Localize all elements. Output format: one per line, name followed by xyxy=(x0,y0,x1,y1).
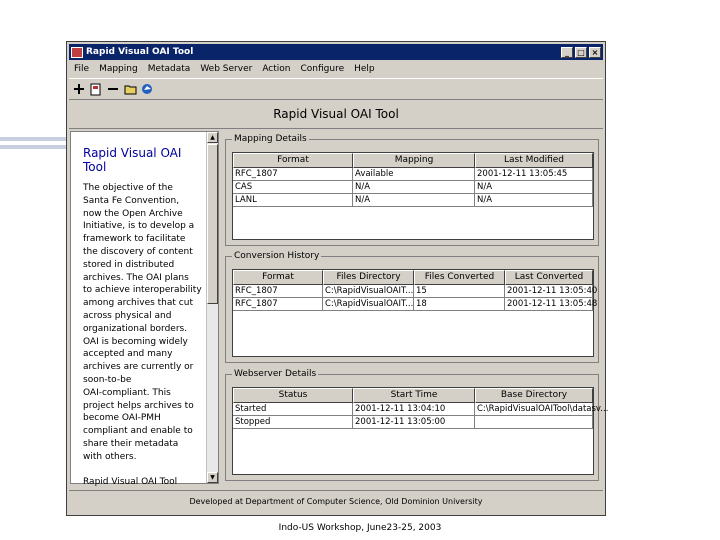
description-line: project helps archives to xyxy=(83,400,194,411)
mapping-cell: 2001-12-11 13:05:45 xyxy=(475,168,593,181)
plus-icon xyxy=(73,83,85,95)
mapping-table xyxy=(232,152,594,240)
scroll-up-button[interactable]: ▲ xyxy=(207,132,218,143)
conversion-header-last-converted[interactable]: Last Converted xyxy=(505,270,593,285)
description-panel xyxy=(70,131,219,488)
conversion-header-row xyxy=(233,270,593,285)
description-line: to achieve interoperability xyxy=(83,285,202,296)
webserver-header-status[interactable]: Status xyxy=(233,388,353,403)
webserver-details-group xyxy=(225,369,609,481)
menu-bar xyxy=(69,61,603,76)
conversion-table xyxy=(232,269,598,357)
conversion-history-label: Conversion History xyxy=(234,251,320,261)
conversion-cell: 15 xyxy=(414,285,505,298)
description-line: framework to facilitate xyxy=(83,234,186,245)
description-line: compliant and enable to xyxy=(83,426,193,437)
description-line: Santa Fe Convention, xyxy=(83,195,180,206)
conversion-cell: C:\RapidVisualOAIT... xyxy=(325,286,414,296)
description-heading: Rapid Visual OAI Tool xyxy=(83,146,182,174)
window-title: Rapid Visual OAI Tool xyxy=(86,47,194,57)
conversion-cell: 2001-12-11 13:05:40 xyxy=(507,286,598,296)
webserver-table xyxy=(232,387,609,475)
description-line: soon-to-be xyxy=(83,374,132,385)
title-bar xyxy=(69,44,603,60)
mapping-header-mapping[interactable]: Mapping xyxy=(353,153,475,168)
menu-file[interactable]: File xyxy=(74,63,90,74)
mapping-header-format[interactable]: Format xyxy=(233,153,353,168)
mapping-header-row xyxy=(233,153,593,168)
add-button[interactable] xyxy=(72,82,86,96)
scroll-down-button[interactable]: ▼ xyxy=(207,472,218,483)
conversion-header-files-directory[interactable]: Files Directory xyxy=(323,270,414,285)
slide-decoration-bar-top xyxy=(0,137,66,141)
description-line xyxy=(83,464,205,477)
toolbar xyxy=(69,78,603,100)
folder-icon xyxy=(124,83,137,95)
webserver-details-label: Webserver Details xyxy=(234,369,317,379)
bird-icon xyxy=(141,83,154,96)
minimize-button[interactable]: _ xyxy=(561,47,573,58)
table-row[interactable] xyxy=(233,403,609,416)
description-line: share their metadata xyxy=(83,438,179,449)
conversion-cell: RFC_1807 xyxy=(233,285,323,298)
conversion-cell: 18 xyxy=(414,298,505,311)
menu-configure[interactable]: Configure xyxy=(300,63,345,74)
table-row[interactable] xyxy=(233,298,598,311)
description-line: The objective of the xyxy=(83,183,173,193)
description-line: across physical and xyxy=(83,310,172,321)
conversion-header-files-converted[interactable]: Files Converted xyxy=(414,270,505,285)
description-line: organizational borders. xyxy=(83,323,188,334)
table-row[interactable] xyxy=(233,285,598,298)
description-content xyxy=(83,146,205,489)
banner-title: Rapid Visual OAI Tool xyxy=(273,107,399,121)
maximize-button[interactable]: □ xyxy=(575,47,587,58)
mapping-cell: CAS xyxy=(233,181,353,194)
tool-button[interactable] xyxy=(140,82,154,96)
description-line: Initiative, is to develop a xyxy=(83,221,195,232)
description-line: now the Open Archive xyxy=(83,208,183,219)
menu-web-server[interactable]: Web Server xyxy=(200,63,253,74)
app-icon xyxy=(71,47,83,58)
menu-mapping[interactable]: Mapping xyxy=(99,63,138,74)
table-row[interactable] xyxy=(233,416,593,429)
description-line: archives. The OAI plans xyxy=(83,272,189,283)
mapping-cell: RFC_1807 xyxy=(233,168,353,181)
mapping-cell: N/A xyxy=(475,181,593,194)
description-line: accepted and many xyxy=(83,349,173,360)
conversion-header-format[interactable]: Format xyxy=(233,270,323,285)
conversion-cell: C:\RapidVisualOAIT... xyxy=(325,299,414,309)
description-line: stored in distributed xyxy=(83,259,175,270)
mapping-cell: N/A xyxy=(475,194,593,207)
description-text xyxy=(83,182,205,489)
status-bar xyxy=(69,490,603,511)
slide-decoration-bar-bottom xyxy=(0,145,66,149)
menu-help[interactable]: Help xyxy=(354,63,375,74)
mapping-details-group xyxy=(225,134,599,246)
mapping-cell: LANL xyxy=(233,194,353,207)
menu-metadata[interactable]: Metadata xyxy=(147,63,191,74)
description-line: OAI-compliant. This xyxy=(83,387,171,398)
open-button[interactable] xyxy=(123,82,137,96)
mapping-cell: Available xyxy=(353,168,475,181)
webserver-header-start-time[interactable]: Start Time xyxy=(353,388,475,403)
slide-footer: Indo-US Workshop, June23-25, 2003 xyxy=(278,523,442,533)
description-line: OAI is becoming widely xyxy=(83,336,188,347)
close-button[interactable]: × xyxy=(589,47,601,58)
webserver-header-row xyxy=(233,388,593,403)
webserver-cell xyxy=(475,416,593,429)
scroll-thumb[interactable] xyxy=(207,144,218,304)
conversion-cell: RFC_1807 xyxy=(233,298,323,311)
table-row[interactable] xyxy=(233,168,593,181)
webserver-cell: 2001-12-11 13:04:10 xyxy=(353,403,475,416)
webserver-cell: 2001-12-11 13:05:00 xyxy=(353,416,475,429)
conversion-cell: 2001-12-11 13:05:48 xyxy=(507,299,598,309)
mapping-header-last-modified[interactable]: Last Modified xyxy=(475,153,593,168)
description-line: archives are currently or xyxy=(83,362,194,373)
banner xyxy=(69,100,603,129)
mapping-cell: N/A xyxy=(353,181,475,194)
description-line: the discovery of content xyxy=(83,246,193,257)
mapping-cell: N/A xyxy=(353,194,475,207)
remove-button[interactable] xyxy=(106,82,120,96)
document-icon xyxy=(90,83,102,96)
webserver-cell: Stopped xyxy=(233,416,353,429)
table-row[interactable] xyxy=(233,194,593,207)
webserver-cell: C:\RapidVisualOAITool\datasv... xyxy=(477,404,609,414)
status-text: Developed at Department of Computer Science, Old Dominion University xyxy=(189,496,483,506)
vertical-scrollbar[interactable] xyxy=(206,132,218,483)
app-window xyxy=(66,41,609,516)
table-row[interactable] xyxy=(233,181,593,194)
conversion-history-group xyxy=(225,251,599,363)
minus-icon xyxy=(107,83,119,95)
webserver-header-base-directory[interactable]: Base Directory xyxy=(475,388,593,403)
new-button[interactable] xyxy=(89,82,103,96)
description-line: Rapid Visual OAI Tool xyxy=(83,477,178,488)
description-line: among archives that cut xyxy=(83,298,193,309)
description-line: with others. xyxy=(83,451,137,462)
webserver-cell: Started xyxy=(233,403,353,416)
menu-action[interactable]: Action xyxy=(262,63,291,74)
description-line: become OAI-PMH xyxy=(83,413,161,424)
mapping-details-label: Mapping Details xyxy=(234,134,307,144)
